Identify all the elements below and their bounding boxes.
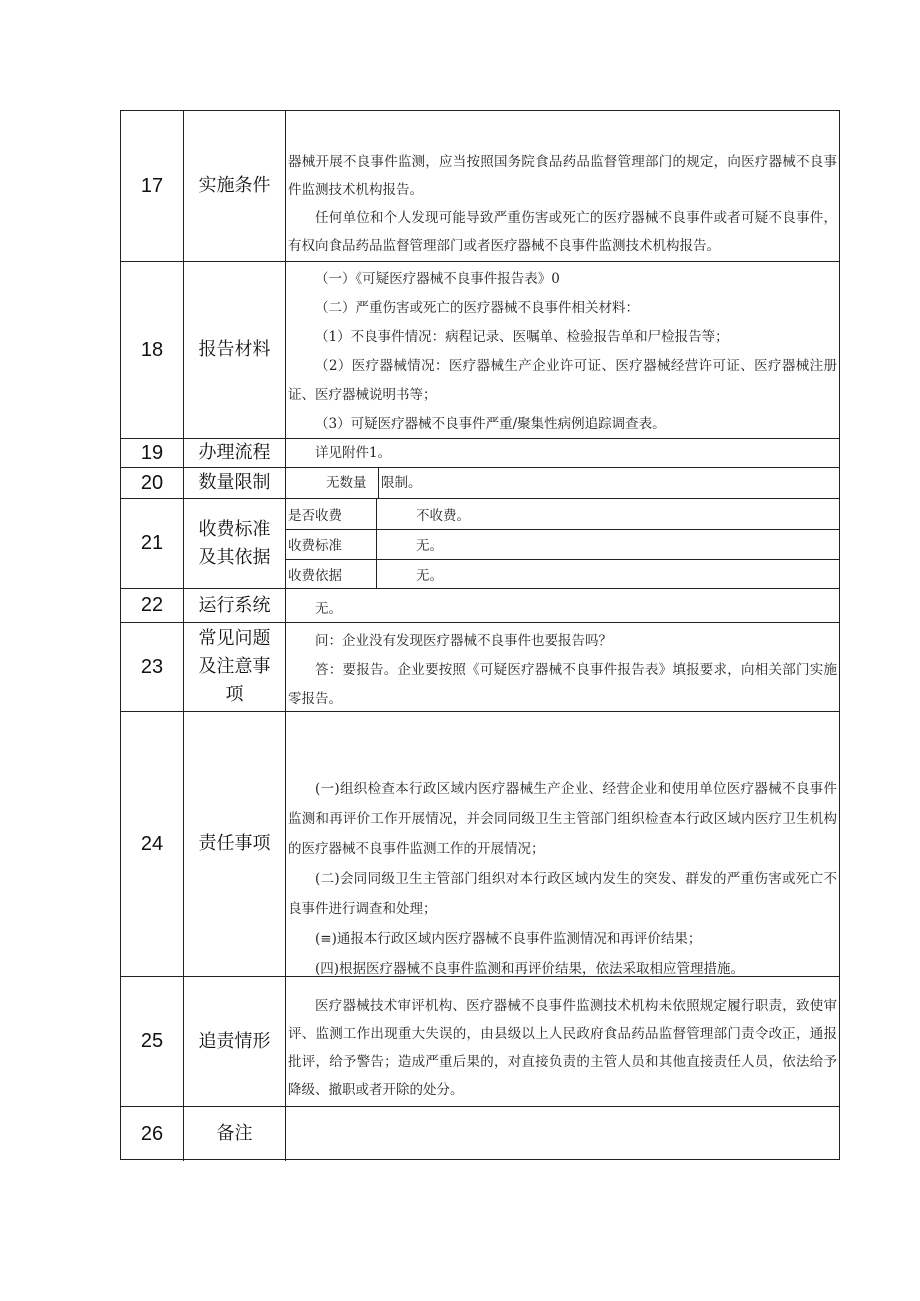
content-line: 答：要报告。企业要按照《可疑医疗器械不良事件报告表》填报要求，向相关部门实施零报告。 [288, 662, 837, 707]
content-line: (四)根据医疗器械不良事件监测和再评价结果，依法采取相应管理措施。 [315, 961, 745, 976]
row-number: 23 [121, 623, 184, 711]
content-line: 详见附件1。 [315, 445, 392, 461]
content-line: 问：企业没有发现医疗器械不良事件也要报告吗？ [315, 633, 612, 649]
content-line: 任何单位和个人发现可能导致严重伤害或死亡的医疗器械不良事件或者可疑不良事件，有权向食品药品监督管理部门或者医疗器械不良事件监测技术机构报告。 [288, 210, 837, 254]
row-number: 22 [121, 589, 184, 622]
table-row [121, 623, 839, 712]
content-line: （1）不良事件情况：病程记录、医嘱单、检验报告单和尸检报告等； [315, 329, 729, 345]
row-label: 常见问题及注意事项 [184, 623, 286, 711]
table-row [121, 712, 839, 977]
fee-value: 无。 [416, 538, 443, 554]
row-content [286, 262, 839, 438]
fee-value: 不收费。 [416, 508, 470, 524]
row-content [286, 623, 839, 711]
row-label: 报告材料 [184, 262, 286, 438]
row-label: 责任事项 [184, 712, 286, 976]
row-number: 20 [121, 468, 184, 498]
row-content [286, 439, 839, 467]
row-content [286, 712, 839, 976]
row-number: 24 [121, 712, 184, 976]
row-content [286, 977, 839, 1106]
fee-row [286, 529, 839, 560]
fee-key: 收费标准 [288, 538, 342, 554]
row-label: 数量限制 [184, 468, 286, 498]
content-line: (一)组织检查本行政区域内医疗器械生产企业、经营企业和使用单位医疗器械不良事件监测和再评价工作开展情况，并会同同级卫生主管部门组织检查本行政区域内医疗卫生机构的医疗器械不良事件监测工作的开展情况； [288, 781, 837, 857]
row-content [286, 468, 839, 498]
row-label: 备注 [184, 1107, 286, 1161]
quantity-text-b: 限制。 [381, 475, 422, 491]
fee-subtable [286, 499, 839, 588]
row-number: 26 [121, 1107, 184, 1161]
content-line: 医疗器械技术审评机构、医疗器械不良事件监测技术机构未依照规定履行职责，致使审评、监测工作出现重大失误的，由县级以上人民政府食品药品监督管理部门责令改正，通报批评，给予警告；造成严重后果的，对直接负责的主管人员和其他直接责任人员，依法给予降级、撤职或者开除的处分。 [288, 998, 837, 1098]
cell-divider [376, 559, 377, 588]
row-number: 21 [121, 499, 184, 588]
fee-row [286, 559, 839, 588]
content-line: 无。 [315, 601, 342, 617]
quantity-text-a: 无数量 [326, 475, 367, 491]
row-number: 17 [121, 111, 184, 261]
content-line: 器械开展不良事件监测，应当按照国务院食品药品监督管理部门的规定，向医疗器械不良事件监测技术机构报告。 [288, 154, 837, 198]
item-table [120, 110, 840, 1160]
table-row [121, 262, 839, 439]
row-label: 追责情形 [184, 977, 286, 1106]
row-label: 运行系统 [184, 589, 286, 622]
content-line: (≡)通报本行政区域内医疗器械不良事件监测情况和再评价结果； [315, 931, 702, 947]
table-row [121, 468, 839, 499]
content-line: （一）《可疑医疗器械不良事件报告表》0 [315, 271, 560, 287]
row-content [286, 1107, 839, 1161]
fee-value: 无。 [416, 568, 443, 584]
cell-divider [376, 499, 377, 529]
fee-key: 收费依据 [288, 568, 342, 584]
row-number: 19 [121, 439, 184, 467]
content-line: （3）可疑医疗器械不良事件严重/聚集性病例追踪调查表。 [315, 416, 666, 432]
table-row [121, 499, 839, 589]
row-label: 收费标准及其依据 [184, 499, 286, 588]
row-number: 18 [121, 262, 184, 438]
content-line: （2）医疗器械情况：医疗器械生产企业许可证、医疗器械经营许可证、医疗器械注册证、医疗器械说明书等； [288, 358, 837, 403]
fee-key: 是否收费 [288, 508, 342, 524]
table-row [121, 111, 839, 262]
table-row [121, 589, 839, 623]
fee-row [286, 499, 839, 530]
content-line: （二）严重伤害或死亡的医疗器械不良事件相关材料： [315, 300, 639, 316]
row-number: 25 [121, 977, 184, 1106]
row-content [286, 111, 839, 261]
row-content [286, 589, 839, 622]
row-label: 实施条件 [184, 111, 286, 261]
cell-divider [378, 468, 379, 498]
table-row [121, 439, 839, 468]
row-label: 办理流程 [184, 439, 286, 467]
cell-divider [376, 529, 377, 559]
table-row [121, 1107, 839, 1161]
table-row [121, 977, 839, 1107]
content-line: (二)会同同级卫生主管部门组织对本行政区域内发生的突发、群发的严重伤害或死亡不良事件进行调查和处理； [288, 871, 837, 917]
